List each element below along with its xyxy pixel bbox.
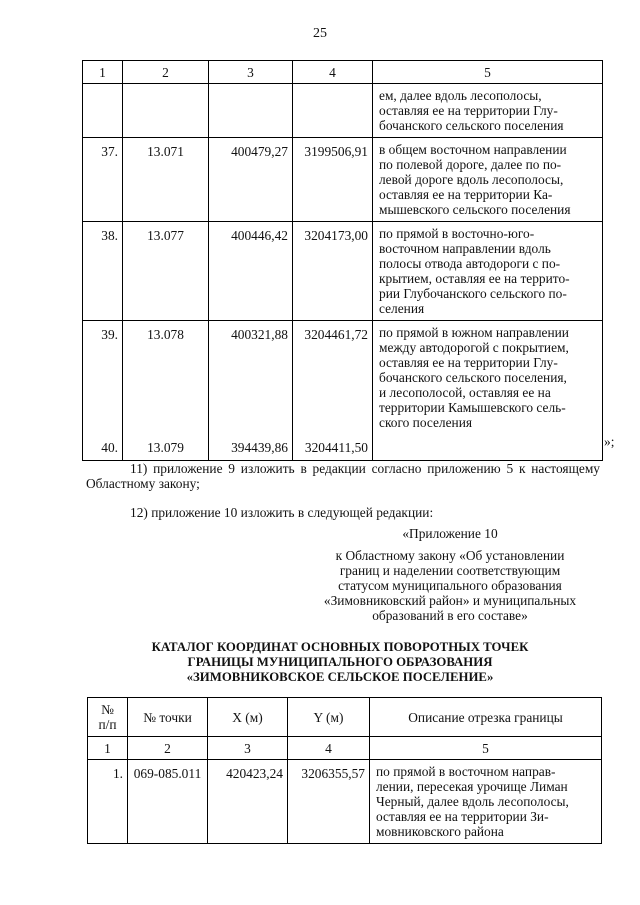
description-line: рии Глубочанского сельского по- [379,286,567,301]
description-line: оставляя ее на территории Глу- [379,355,558,370]
column-number: 1 [83,61,123,84]
point-number: 13.071 [123,138,209,222]
column-number: 5 [373,61,603,84]
y-coordinate: 3204461,72 [293,321,373,435]
table-row [83,434,603,461]
column-number: 5 [370,737,602,760]
description-line: по прямой в южном направлении [379,325,569,340]
description-line: мышевского сельского поселения [379,202,571,217]
description-line: мовниковского района [376,824,504,839]
catalog-title-line: ГРАНИЦЫ МУНИЦИПАЛЬНОГО ОБРАЗОВАНИЯ [187,655,493,669]
point-number: 13.077 [123,222,209,321]
empty-cell [83,84,123,138]
row-number: 38. [83,222,123,321]
table-row [83,321,603,435]
column-number: 3 [209,61,293,84]
empty-cell [293,84,373,138]
description-line: в общем восточном направлении [379,142,567,157]
description-line: селения [379,301,425,316]
x-coordinate: 400479,27 [209,138,293,222]
description-line: территории Камышевского сель- [379,400,566,415]
table-row [83,138,603,222]
description-line: оставляя ее на территории Зи- [376,809,549,824]
paragraph-item-11 [86,461,600,491]
description-line: восточном направлении вдоль [379,241,551,256]
header-point: № точки [128,698,208,737]
description-line: крытием, оставляя ее на террито- [379,271,570,286]
y-coordinate: 3204173,00 [293,222,373,321]
description-cell [373,321,603,435]
column-number: 1 [88,737,128,760]
coordinates-table-continued [82,60,603,461]
description-line: левой дороге вдоль лесополосы, [379,172,564,187]
coordinates-table [87,697,602,844]
description-line: бочанского сельского поселения [379,118,564,133]
catalog-title [80,640,600,685]
description-line: по прямой в восточно-юго- [379,226,535,241]
appendix-line: границ и наделении соответствующим [339,563,561,578]
description-line: лении, пересекая урочище Лиман [376,779,568,794]
row-number: 40. [83,434,123,461]
header-description: Описание отрезка границы [370,698,602,737]
catalog-title-line: КАТАЛОГ КООРДИНАТ ОСНОВНЫХ ПОВОРОТНЫХ ТОЧЕК [151,640,529,654]
paragraph-text: 11) приложение 9 изложить в редакции согласно приложению 5 к настоящему Областному закону; [86,461,600,491]
appendix-line: к Областному закону «Об установлении [335,548,565,563]
description-line: ем, далее вдоль лесополосы, [379,88,542,103]
page-number: 25 [313,26,327,41]
description-line: и лесополосой, оставляя ее на [379,385,551,400]
description-cell [370,760,602,844]
appendix-line: статусом муниципального образования [338,578,562,593]
x-coordinate: 400446,42 [209,222,293,321]
appendix-line: «Зимовниковский район» и муниципальных [323,593,577,608]
row-number: 37. [83,138,123,222]
description-line: полосы отвода автодороги с по- [379,256,561,271]
column-number-row [88,737,602,760]
column-number: 4 [288,737,370,760]
table-row-continuation [83,84,603,138]
column-number: 4 [293,61,373,84]
description-line: оставляя ее на территории Глу- [379,103,558,118]
closing-quote-mark: »; [604,434,615,449]
description-line: по полевой дороге, далее по по- [379,157,562,172]
description-line: Черный, далее вдоль лесополосы, [376,794,569,809]
column-number-row [83,61,603,84]
row-number: 1. [88,760,128,844]
point-number: 13.079 [123,434,209,461]
paragraph-text: 12) приложение 10 изложить в следующей редакции: [130,505,434,520]
header-row-number [88,698,128,737]
appendix-line: образований в его составе» [372,608,528,623]
appendix-subtitle [300,548,600,623]
description-line: бочанского сельского поселения, [379,370,567,385]
point-number: 069-085.011 [128,760,208,844]
column-number: 3 [208,737,288,760]
empty-cell [123,84,209,138]
x-coordinate: 420423,24 [208,760,288,844]
table-row [83,222,603,321]
header-x: X (м) [208,698,288,737]
y-coordinate: 3206355,57 [288,760,370,844]
header-y: Y (м) [288,698,370,737]
description-cell [373,222,603,321]
x-coordinate: 394439,86 [209,434,293,461]
empty-cell [209,84,293,138]
column-number: 2 [128,737,208,760]
header-text: № [101,702,114,717]
paragraph-item-12 [86,505,600,520]
table-header-row [88,698,602,737]
description-line: ского поселения [379,415,473,430]
y-coordinate: 3199506,91 [293,138,373,222]
description-cell [373,138,603,222]
x-coordinate: 400321,88 [209,321,293,435]
row-number: 39. [83,321,123,435]
description-line: между автодорогой с покрытием, [379,340,569,355]
catalog-title-line: «ЗИМОВНИКОВСКОЕ СЕЛЬСКОЕ ПОСЕЛЕНИЕ» [186,670,494,684]
description-line: оставляя ее на территории Ка- [379,187,553,202]
table-row [88,760,602,844]
appendix-title: «Приложение 10 [402,526,498,541]
y-coordinate: 3204411,50 [293,434,373,461]
description-line: по прямой в восточном направ- [376,764,556,779]
header-text: п/п [98,717,117,732]
column-number: 2 [123,61,209,84]
description-cell [373,434,603,461]
description-cell [373,84,603,138]
point-number: 13.078 [123,321,209,435]
